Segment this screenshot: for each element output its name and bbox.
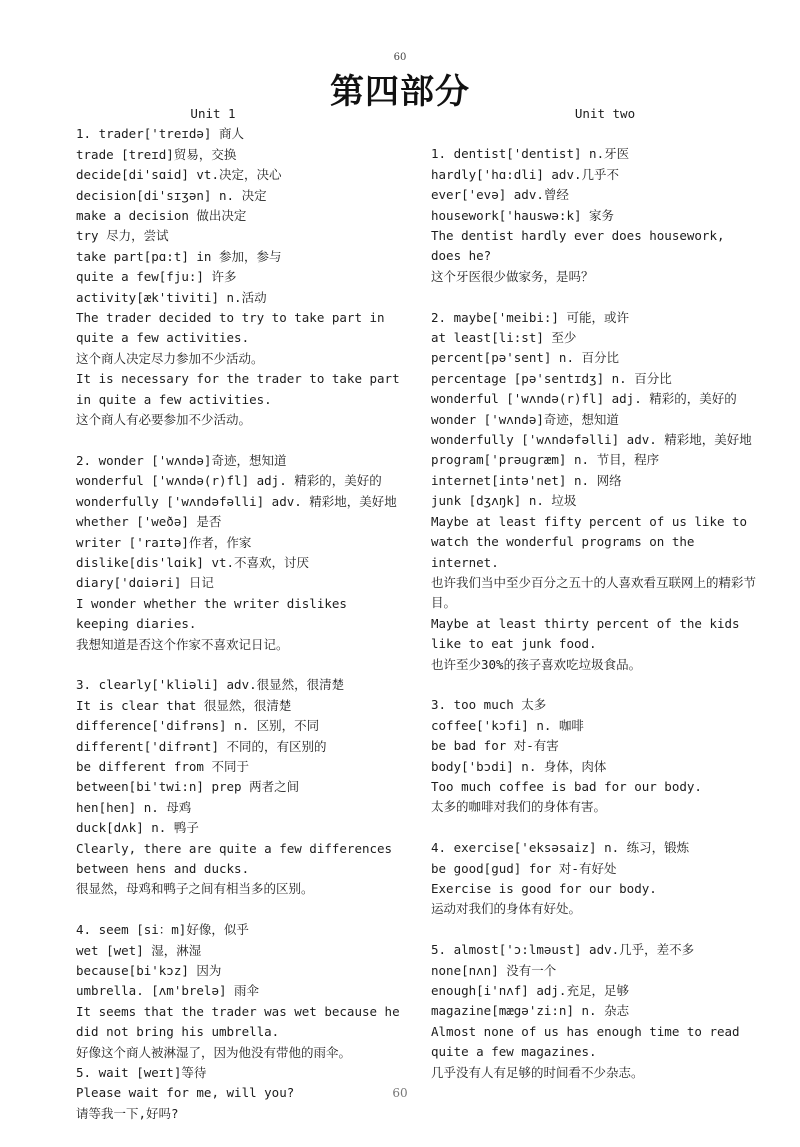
vocab-line: hen[hen] n. 母鸡 <box>76 799 192 815</box>
vocab-line: diary['dɑiəri] 日记 <box>76 575 214 591</box>
block-gap <box>431 920 761 940</box>
vocab-line: 也许至少30%的孩子喜欢吃垃圾食品。 <box>431 656 642 672</box>
vocab-line: percent[pə'sent] n. 百分比 <box>431 350 620 366</box>
vocab-block <box>431 695 761 817</box>
vocab-line: Please wait for me, will you? <box>76 1085 295 1101</box>
vocab-line: at least[li:st] 至少 <box>431 330 577 346</box>
vocab-line: activity[æk'tiviti] n.活动 <box>76 289 267 305</box>
vocab-line: coffee['kɔfi] n. 咖啡 <box>431 717 584 733</box>
vocab-line: whether ['weðə] 是否 <box>76 514 222 530</box>
vocab-line: 5. wait [weɪt]等待 <box>76 1065 207 1081</box>
vocab-line: enough[i'nʌf] adj.充足，足够 <box>431 983 629 998</box>
vocab-line: make a decision 做出决定 <box>76 208 247 224</box>
vocab-line: 1. trader['treɪdə] 商人 <box>76 126 244 142</box>
right-blocks <box>431 144 761 1083</box>
vocab-line: 3. clearly['kliəli] adv.很显然，很清楚 <box>76 677 345 693</box>
vocab-line: I wonder whether the writer dislikes keeping diaries. <box>76 595 355 632</box>
vocab-line: internet[intə'net] n. 网络 <box>431 472 622 488</box>
vocab-line: body['bɔdi] n. 身体，肉体 <box>431 758 607 774</box>
vocab-block <box>431 144 761 287</box>
vocab-line: decision[di'sɪʒən] n. 决定 <box>76 187 267 203</box>
vocab-line: different['difrənt] 不同的，有区别的 <box>76 738 327 754</box>
vocab-line: 1. dentist['dentist] n.牙医 <box>431 146 630 162</box>
vocab-line: trade [treɪd]贸易，交换 <box>76 146 237 162</box>
vocab-block <box>431 838 761 920</box>
vocab-line: decide[di'sɑid] vt.决定，决心 <box>76 167 282 183</box>
left-column <box>76 104 406 1124</box>
vocab-line: umbrella. [ʌm'brelə] 雨伞 <box>76 983 260 999</box>
left-blocks <box>76 124 406 1124</box>
vocab-line: junk [dʒʌŋk] n. 垃圾 <box>431 493 577 509</box>
vocab-line: quite a few[fju:] 许多 <box>76 269 237 285</box>
vocab-line: wonderful ['wʌndə(r)fl] adj. 精彩的，美好的 <box>76 473 382 489</box>
vocab-line: 几乎没有人有足够的时间看不少杂志。 <box>431 1064 644 1080</box>
vocab-line: housework['hauswə:k] 家务 <box>431 207 615 223</box>
vocab-line: 运动对我们的身体有好处。 <box>431 901 582 917</box>
vocab-line: Maybe at least thirty percent of the kids like to eat junk food. <box>431 615 748 652</box>
vocab-line: It is necessary for the trader to take part in quite a few activities. <box>76 371 408 407</box>
vocab-line: The dentist hardly ever does housework, does he? <box>431 228 733 264</box>
unit-heading-right: Unit two <box>574 106 636 121</box>
vocab-line: hardly['hɑ:dli] adv.几乎不 <box>431 166 620 182</box>
vocab-block <box>431 940 761 1083</box>
right-column <box>431 104 761 1083</box>
vocab-line: 这个商人决定尽力参加不少活动。 <box>76 350 264 366</box>
vocab-line: take part[pɑ:t] in 参加，参与 <box>76 248 282 264</box>
vocab-line: 4. seem [si：m]好像，似乎 <box>76 922 249 938</box>
vocab-line: 5. almost['ɔ:lməust] adv.几乎，差不多 <box>431 942 695 958</box>
vocab-line: wonderfully ['wʌndəfəlli] adv. 精彩地，美好地 <box>76 493 397 509</box>
vocab-line: none[nʌn] 没有一个 <box>431 962 557 978</box>
vocab-line: be good[gud] for 对-有好处 <box>431 860 617 876</box>
vocab-line: 这个牙医很少做家务，是吗？ <box>431 268 594 284</box>
vocab-line: The trader decided to try to take part in quite a few activities. <box>76 310 393 346</box>
vocab-block <box>431 308 761 675</box>
unit-heading-left: Unit 1 <box>190 106 236 121</box>
vocab-line: It seems that the trader was wet because he did not bring his umbrella. <box>76 1003 408 1040</box>
vocab-line: difference['difrəns] n. 区别，不同 <box>76 718 320 734</box>
vocab-line: 请等我一下,好吗? <box>76 1105 179 1121</box>
vocab-line: 很显然，母鸡和鸭子之间有相当多的区别。 <box>76 881 314 897</box>
vocab-line: wet [wet] 湿，淋湿 <box>76 942 202 958</box>
vocab-line: 2. maybe['meibi:] 可能，或许 <box>431 309 629 325</box>
vocab-line: percentage [pə'sentɪdʒ] n. 百分比 <box>431 370 672 386</box>
vocab-line: 太多的咖啡对我们的身体有害。 <box>431 799 607 815</box>
vocab-line: 这个商人有必要参加不少活动。 <box>76 412 252 428</box>
vocab-line: Exercise is good for our body. <box>431 880 657 896</box>
block-gap <box>431 818 761 838</box>
page-number-bottom: 60 <box>392 1086 408 1100</box>
vocab-line: It is clear that 很显然，很清楚 <box>76 697 292 713</box>
vocab-line: 也许我们当中至少百分之五十的人喜欢看互联网上的精彩节目。 <box>431 574 757 611</box>
vocab-line: 我想知道是否这个作家不喜欢记日记。 <box>76 636 289 652</box>
vocab-line: writer ['raɪtə]作者，作家 <box>76 534 252 550</box>
block-gap <box>431 675 761 695</box>
vocab-line: wonderfully ['wʌndəfəlli] adv. 精彩地，美好地 <box>431 432 752 448</box>
vocab-line: Clearly, there are quite a few differences between hens and ducks. <box>76 840 400 876</box>
vocab-line: wonder ['wʌndə]奇迹，想知道 <box>431 411 619 427</box>
vocab-line: Too much coffee is bad for our body. <box>431 778 702 794</box>
block-gap <box>76 900 406 920</box>
vocab-line: 4. exercise['eksəsaiz] n. 练习，锻炼 <box>431 840 690 856</box>
vocab-block <box>76 451 406 655</box>
vocab-line: wonderful ['wʌndə(r)fl] adj. 精彩的，美好的 <box>431 391 737 407</box>
vocab-line: program['prəugræm] n. 节目，程序 <box>431 452 660 468</box>
page-number-top: 60 <box>393 52 407 63</box>
vocab-line: dislike[dis'lɑik] vt.不喜欢，讨厌 <box>76 554 310 570</box>
vocab-line: try 尽力，尝试 <box>76 228 169 244</box>
vocab-line: because[bi'kɔz] 因为 <box>76 963 222 979</box>
vocab-line: duck[dʌk] n. 鸭子 <box>76 820 199 836</box>
vocab-line: be different from 不同于 <box>76 758 249 774</box>
block-gap <box>76 655 406 675</box>
vocab-line: between[bi'twi:n] prep 两者之间 <box>76 779 300 795</box>
vocab-line: Almost none of us has enough time to read quite a few magazines. <box>431 1023 748 1060</box>
vocab-line: 好像这个商人被淋湿了，因为他没有带他的雨伞。 <box>76 1044 352 1060</box>
vocab-block <box>76 675 406 899</box>
vocab-line: be bad for 对-有害 <box>431 738 559 754</box>
vocab-line: 2. wonder ['wʌndə]奇迹，想知道 <box>76 452 287 468</box>
page-title: 第四部分 <box>330 72 470 112</box>
vocab-line: ever['evə] adv.曾经 <box>431 187 569 203</box>
block-gap <box>431 287 761 307</box>
vocab-line: Maybe at least fifty percent of us like to watch the wonderful programs on the internet. <box>431 513 755 570</box>
vocab-line: 3. too much 太多 <box>431 697 547 713</box>
vocab-block <box>76 124 406 430</box>
block-gap <box>76 431 406 451</box>
vocab-line: magazine[mægə'zi:n] n. 杂志 <box>431 1003 630 1019</box>
